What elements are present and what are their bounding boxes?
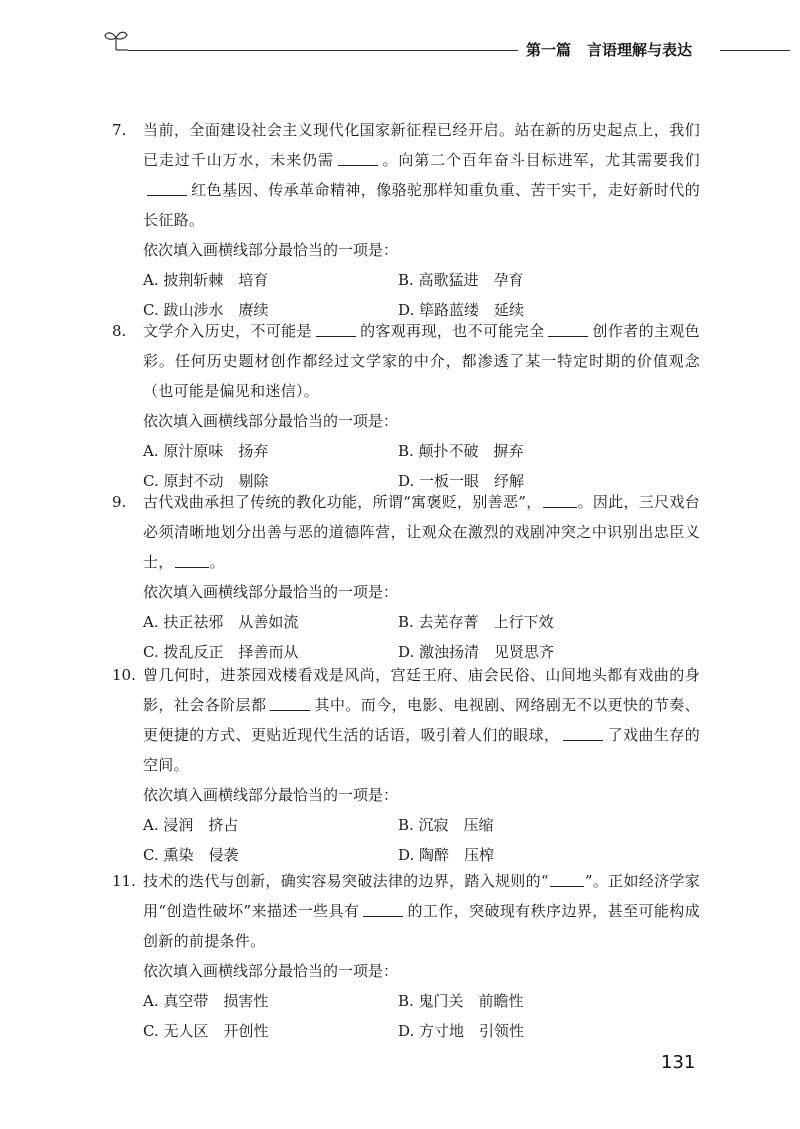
question-instruction: 依次填入画横线部分最恰当的一项是： [143, 962, 399, 980]
question-stem: 曾几何时，进茶园戏楼看戏是风尚，宫廷王府、庙会民俗、山间地头都有戏曲的身影，社会各阶层都 其中。而今，电影、电视剧、网络剧无不以更快的节奏、更便捷的方式、更贴近现代生活的话语，吸引着人们的眼球， 了戏曲生存的空间。 [143, 666, 700, 774]
question-number: 11. [112, 872, 136, 890]
running-header [0, 0, 800, 70]
question-number: 7. [112, 121, 127, 139]
option-b: B. 颠扑不破 摒弃 [398, 442, 524, 460]
question-instruction: 依次填入画横线部分最恰当的一项是： [143, 786, 399, 804]
chapter-name: 言语理解与表达 [587, 41, 693, 59]
option-d: D. 一板一眼 纾解 [398, 472, 525, 490]
answer-blank [175, 552, 209, 568]
option-b: B. 高歌猛进 孕育 [398, 271, 524, 289]
option-c: C. 熏染 侵袭 [143, 846, 239, 864]
option-a: A. 浸润 挤占 [143, 816, 239, 834]
option-d: D. 激浊扬清 见贤思齐 [398, 643, 555, 661]
option-a: A. 真空带 损害性 [143, 992, 269, 1010]
option-d: D. 陶醉 压榨 [398, 846, 495, 864]
question-stem: 文学介入历史，不可能是 的客观再现，也不可能完全 创作者的主观色彩。任何历史题材创作都经过文学家的中介，都渗透了某一特定时期的价值观念（也可能是偏见和迷信）。 [143, 322, 700, 400]
answer-blank [147, 180, 187, 196]
answer-blank [316, 321, 356, 337]
answer-blank [548, 321, 588, 337]
question-stem: 当前，全面建设社会主义现代化国家新征程已经开启。站在新的历史起点上，我们已走过千山万水，未来仍需 。向第二个百年奋斗目标进军，尤其需要我们红色基因、传承革命精神，像骆驼那样知重负重、苦干实干，走好新时代的长征路。 [143, 121, 700, 229]
question-number: 8. [112, 322, 127, 340]
answer-blank [563, 725, 603, 741]
question-stem: 技术的迭代与创新，确实容易突破法律的边界，踏入规则的“ ”。正如经济学家用“创造性破坏”来描述一些具有 的工作，突破现有秩序边界，甚至可能构成创新的前提条件。 [143, 872, 701, 950]
option-b: B. 去芜存菁 上行下效 [398, 613, 554, 631]
option-a: A. 扶正祛邪 从善如流 [143, 613, 299, 631]
option-c: C. 原封不动 剔除 [143, 472, 269, 490]
page-number: 131 [661, 1052, 696, 1073]
sprout-icon [103, 28, 129, 52]
question-stem: 古代戏曲承担了传统的教化功能，所谓“寓褒贬，别善恶”， 。因此，三尺戏台必须清晰地划分出善与恶的道德阵营，让观众在激烈的戏剧冲突之中识别出忠臣义士， 。 [143, 493, 700, 571]
option-d: D. 方寸地 引领性 [398, 1022, 525, 1040]
answer-blank [338, 150, 378, 166]
option-a: A. 原汁原味 扬弃 [143, 442, 269, 460]
answer-blank [543, 492, 577, 508]
chapter-part: 第一篇 [526, 41, 572, 59]
question-number: 10. [112, 666, 136, 684]
option-d: D. 筚路蓝缕 延续 [398, 301, 525, 319]
answer-blank [363, 901, 403, 917]
chapter-title [526, 39, 692, 60]
option-c: C. 无人区 开创性 [143, 1022, 269, 1040]
option-b: B. 沉寂 压缩 [398, 816, 494, 834]
option-c: C. 拨乱反正 择善而从 [143, 643, 299, 661]
question-instruction: 依次填入画横线部分最恰当的一项是： [143, 583, 399, 601]
question-number: 9. [112, 493, 127, 511]
option-b: B. 鬼门关 前瞻性 [398, 992, 524, 1010]
option-c: C. 跋山涉水 赓续 [143, 301, 269, 319]
header-rule-right [720, 50, 790, 51]
question-instruction: 依次填入画横线部分最恰当的一项是： [143, 241, 399, 259]
header-rule-left [128, 50, 518, 51]
option-a: A. 披荆斩棘 培育 [143, 271, 269, 289]
answer-blank [550, 871, 584, 887]
answer-blank [270, 695, 310, 711]
question-instruction: 依次填入画横线部分最恰当的一项是： [143, 412, 399, 430]
